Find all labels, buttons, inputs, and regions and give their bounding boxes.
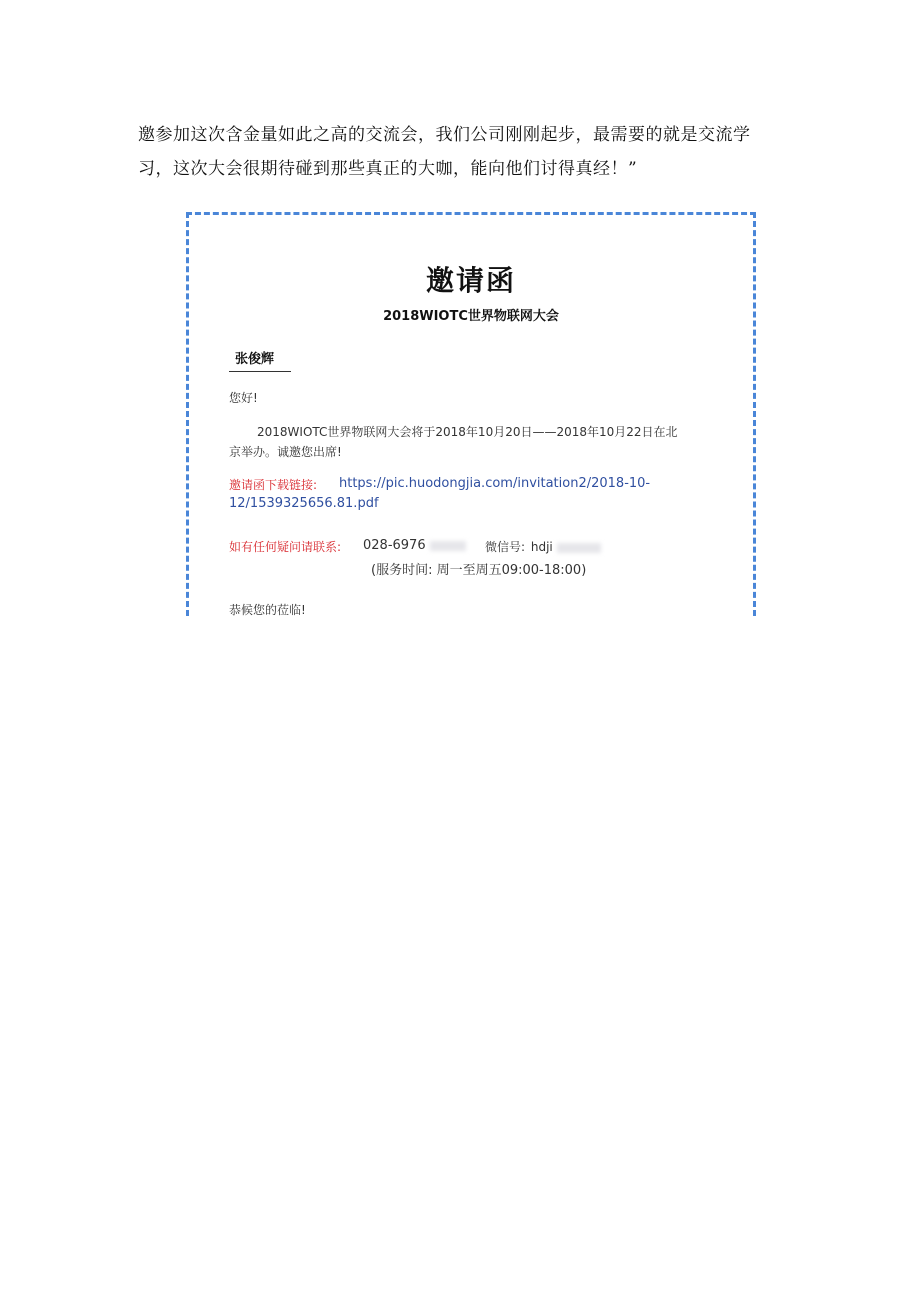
recipient-underline xyxy=(229,371,291,372)
recipient-name: 张俊辉 xyxy=(235,352,275,367)
closing-line: 恭候您的莅临! xyxy=(229,603,306,617)
greeting: 您好! xyxy=(229,391,258,405)
invitation-image xyxy=(186,212,756,616)
download-link-line-2[interactable]: 12/1539325656.81.pdf xyxy=(229,496,379,511)
invitation-body-line-1: 2018WIOTC世界物联网大会将于2018年10月20日——2018年10月22日在北 xyxy=(257,425,678,439)
invitation-body-line-2: 京举办。诚邀您出席! xyxy=(229,445,342,459)
paragraph-line-2: 习，这次大会很期待碰到那些真正的大咖，能向他们讨得真经！” xyxy=(138,159,638,179)
invitation-title: 邀请函 xyxy=(425,264,516,297)
service-hours: (服务时间: 周一至周五09:00-18:00) xyxy=(371,563,587,578)
invitation-subtitle: 2018WIOTC世界物联网大会 xyxy=(383,309,559,324)
contact-phone xyxy=(363,538,466,553)
redacted-wechat-id xyxy=(557,543,601,553)
phone-number: 028-6976 xyxy=(363,538,426,553)
body-paragraph xyxy=(138,118,798,186)
wechat-info xyxy=(485,538,601,555)
download-link-line-1[interactable]: https://pic.huodongjia.com/invitation2/2018-10- xyxy=(339,476,651,491)
paragraph-line-1: 邀参加这次含金量如此之高的交流会，我们公司刚刚起步，最需要的就是交流学 xyxy=(138,125,751,145)
contact-label: 如有任何疑问请联系: xyxy=(229,540,342,554)
wechat-label: 微信号: xyxy=(485,540,526,554)
redacted-phone-digits xyxy=(430,541,466,551)
download-label: 邀请函下载链接: xyxy=(229,478,318,492)
wechat-value: hdji xyxy=(530,540,553,554)
